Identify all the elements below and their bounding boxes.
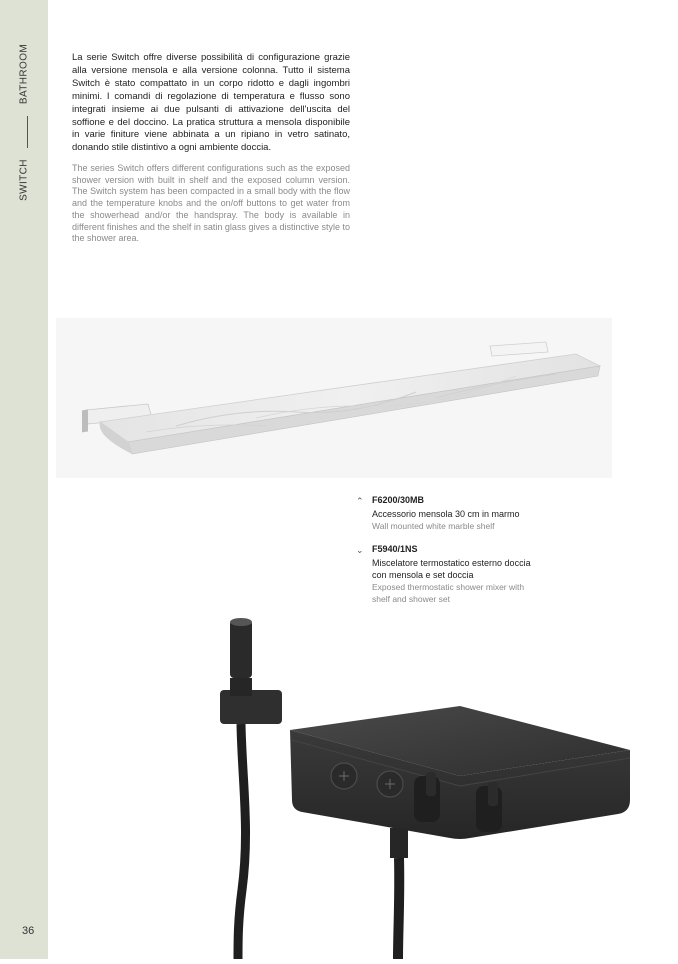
marble-shelf-image bbox=[56, 318, 612, 478]
intro-text-english: The series Switch offers different configurations such as the exposed shower version with built in shelf and the exposed column version. The Switch system has been compacted in a small body with the flow and the temperature knobs and the on/off buttons to get water from the showerhead and/or the handspray. The body is available in different finishes and the shelf in satin glass gives a distinctive style to the shower area. bbox=[72, 163, 350, 244]
sidebar-divider bbox=[27, 116, 28, 148]
intro-text-italian: La serie Switch offre diverse possibilità di configurazione grazie alla versione mensola e alla versione colonna. Tutto il sistema Switch è stato compattato in un corpo ridotto e dagli ingombri minimi. I comandi di regolazione di temperatura e flusso sono integrati insieme ai due pulsanti di attivazione dell'uscita del soffione e del doccino. La pratica struttura a mensola disponibile in varie finiture viene abbinata a un ripiano in vetro satinato, donando stile distintivo a ogni ambiente doccia. bbox=[72, 52, 350, 154]
sidebar-band bbox=[0, 0, 48, 959]
shower-mixer-image bbox=[130, 600, 678, 959]
product-name-italian: Miscelatore termostatico esterno doccia con mensola e set doccia bbox=[372, 558, 531, 580]
product-name-italian: Accessorio mensola 30 cm in marmo bbox=[372, 509, 520, 519]
product-name-english: Wall mounted white marble shelf bbox=[372, 521, 495, 531]
shower-mixer-illustration bbox=[130, 600, 678, 959]
page-number: 36 bbox=[22, 925, 35, 937]
chevron-down-icon: ⌄ bbox=[356, 545, 364, 555]
section-label-text: BATHROOM bbox=[18, 43, 30, 105]
marble-shelf-illustration bbox=[56, 318, 612, 478]
product-code: F6200/30MB bbox=[372, 495, 425, 505]
chevron-up-icon: ⌃ bbox=[356, 496, 364, 506]
product-name-english: Exposed thermostatic shower mixer with shelf and shower set bbox=[372, 582, 525, 604]
series-label-text: SWITCH bbox=[18, 159, 30, 201]
product-code: F5940/1NS bbox=[372, 544, 418, 554]
